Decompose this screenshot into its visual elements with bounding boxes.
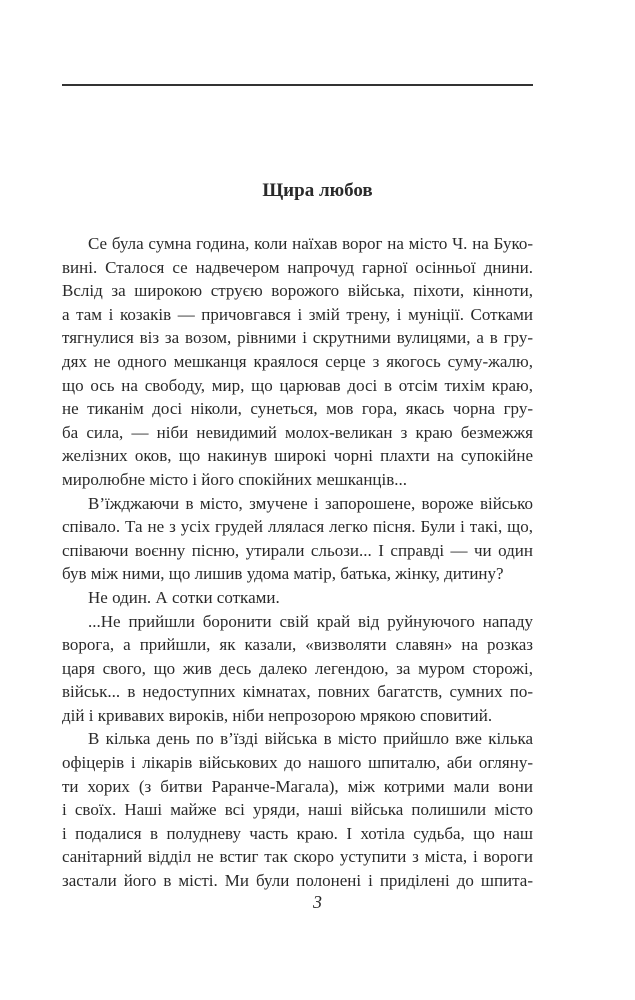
text-line: офіцерів і лікарів військових до нашого шпиталю, аби огляну- [62,753,533,773]
body-text [62,232,533,893]
text-line: тягнулися віз за возом, рівними і скрутними вулицями, а в гру- [62,328,533,348]
text-line: В’їжджаючи в місто, змучене і запорошене, вороже військо [88,493,533,513]
text-line: царя свого, що жив десь далеко легендою, за муром сторожі, [62,658,533,678]
text-line: ба сила, — ніби невидимий молох-великан з краю безмежжя [62,422,533,442]
text-line: що ось на свободу, мир, що царював досі в отсім тихім краю, [62,375,533,395]
text-line: В кілька день по в’їзді війська в місто прийшло вже кілька [88,729,533,749]
text-line: Се була сумна година, коли наїхав ворог на місто Ч. на Буко- [88,234,533,253]
text-line: миролюбне місто і його спокійних мешканців... [62,469,408,489]
text-line: був між ними, що лишив удома матір, батька, жінку, дитину? [62,564,504,584]
text-line: співало. Та не з усіх грудей ллялася легко пісня. Були і такі, що, [62,517,533,537]
text-line: ...Не прийшли боронити свій край від руйнуючого нападу [88,611,533,631]
text-line: ворога, а прийшли, як казали, «визволяти славян» на розказ [62,635,533,655]
text-line: і подалися в полудневу часть краю. І хотіла судьба, що наш [62,823,533,843]
text-line: а там і козаків — причовгався і змій трену, і муніції. Сотками [62,304,533,324]
text-line: Вслід за широкою струєю ворожого війська, піхоти, кінноти, [62,281,533,301]
text-line: санітарний відділ не встиг так скоро уступити з міста, і вороги [62,847,533,867]
text-line: дій і кривавих вироків, ніби непрозорою мрякою сповитий. [62,705,493,725]
text-line: застали його в місті. Ми були полонені і приділені до шпита- [62,871,533,891]
text-line: військ... в недоступних кімнатах, повних багатств, сумних по- [62,682,533,702]
text-line: вині. Сталося се надвечером напрочуд гарної осінньої днини. [62,257,533,277]
text-line: ти хорих (з битви Раранче-Магала), між котрими мали вони [62,776,533,796]
header-rule [62,84,533,86]
text-line: дях не одного мешканця краялося серце з якогось суму-жалю, [62,351,533,371]
text-line: співаючи воєнну пісню, утирали сльози... І справді — чи один [62,540,533,560]
text-line: не тиканім досі ніколи, сунеться, мов гора, якась чорна гру- [62,399,533,419]
text-line: желізних оков, що накинув широкі чорні плахти на супокійне [62,446,533,466]
text-line: Не один. А сотки сотками. [88,587,280,607]
text-line: і своїх. Наші майже всі уряди, наші війська полишили місто [62,800,533,820]
page-number: 3 [313,892,322,912]
chapter-title: Щира любов [262,180,373,201]
